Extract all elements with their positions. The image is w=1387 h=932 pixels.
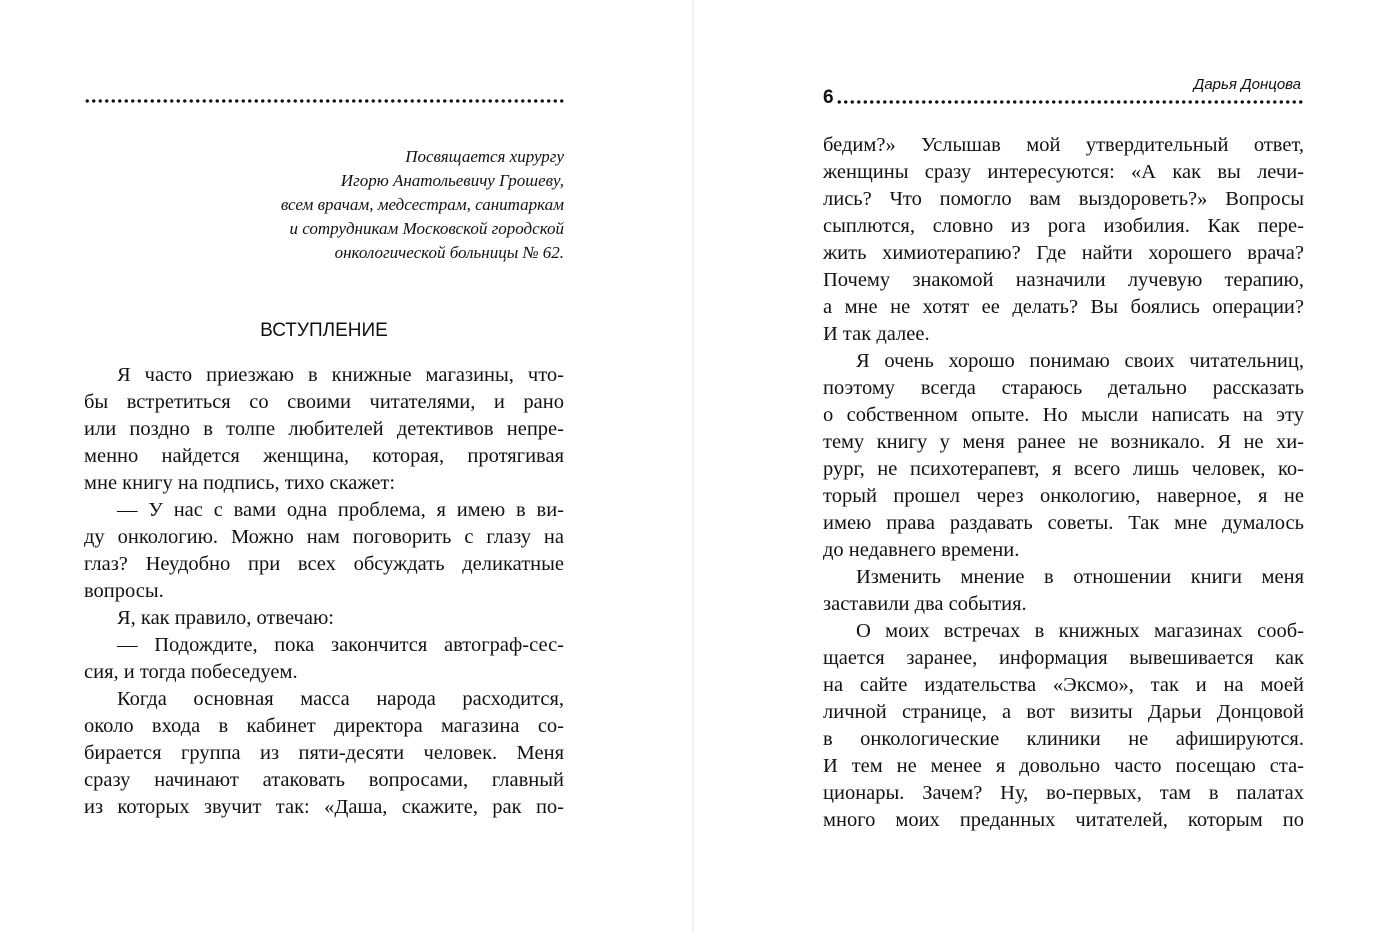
dedication-line: Посвящается хирургу <box>405 147 564 166</box>
text-line: мне книгу на подпись, тихо скажет: <box>84 472 396 494</box>
text-line: рург, не психотерапевт, я всего лишь человек, ко- <box>823 458 1304 480</box>
text-line: сразу начинают атаковать вопросами, главный <box>84 769 564 791</box>
text-line: И тем не менее я довольно часто посещаю ста- <box>823 755 1304 777</box>
dedication-line: всем врачам, медсестрам, санитаркам <box>280 195 564 214</box>
text-line: тему книгу у меня ранее не возникало. Я не хи- <box>823 431 1304 453</box>
text-line: Я очень хорошо понимаю своих читательниц, <box>856 350 1304 372</box>
text-line: менно найдется женщина, которая, протягивая <box>84 445 564 467</box>
text-line: в онкологические клиники не афишируются. <box>823 728 1304 750</box>
dedication-line: онкологической больницы № 62. <box>334 243 564 262</box>
running-head-author: Дарья Донцова <box>1193 76 1301 93</box>
text-line: жить химиотерапию? Где найти хорошего врача? <box>823 242 1304 264</box>
text-line: ционары. Зачем? Ну, во-первых, там в палатах <box>823 782 1304 804</box>
text-line: щается заранее, информация вывешивается как <box>823 647 1304 669</box>
text-line: на сайте издательства «Эксмо», так и на моей <box>823 674 1304 696</box>
text-line: Я, как правило, отвечаю: <box>117 607 334 629</box>
text-line: И так далее. <box>823 323 930 345</box>
text-line: много моих преданных читателей, которым по <box>823 809 1304 831</box>
header-dotted-rule <box>836 99 1304 105</box>
text-line: Когда основная масса народа расходится, <box>117 688 564 710</box>
text-line: а мне не хотят ее делать? Вы боялись операции? <box>823 296 1304 318</box>
left-page <box>0 0 692 932</box>
text-line: до недавнего времени. <box>823 539 1020 561</box>
text-line: бедим?» Услышав мой утвердительный ответ, <box>823 134 1304 156</box>
text-line: имею права раздавать советы. Так мне думалось <box>823 512 1304 534</box>
text-line: лись? Что помогло вам выздороветь?» Вопросы <box>823 188 1304 210</box>
left-body-text <box>84 362 564 821</box>
text-line: Я часто приезжаю в книжные магазины, что- <box>117 364 564 386</box>
text-line: поэтому всегда стараюсь детально рассказать <box>823 377 1304 399</box>
text-line: о собственном опыте. Но мысли написать на эту <box>823 404 1304 426</box>
text-line: из которых звучит так: «Даша, скажите, рак по- <box>84 796 564 818</box>
text-line: торый прошел через онкологию, наверное, я не <box>823 485 1304 507</box>
text-line: ду онкологию. Можно нам поговорить с глазу на <box>84 526 564 548</box>
text-line: Изменить мнение в отношении книги меня <box>856 566 1304 588</box>
text-line: сия, и тогда побеседуем. <box>84 661 298 683</box>
dedication-line: и сотрудникам Московской городской <box>289 219 564 238</box>
page-number: 6 <box>823 87 834 108</box>
text-line: О моих встречах в книжных магазинах сооб- <box>856 620 1304 642</box>
dedication <box>180 145 564 265</box>
dedication-line: Игорю Анатольевичу Грошеву, <box>340 171 564 190</box>
text-line: Почему знакомой назначили лучевую терапию, <box>823 269 1304 291</box>
right-page <box>694 0 1387 932</box>
text-line: личной странице, а вот визиты Дарьи Донцовой <box>823 701 1304 723</box>
text-line: сыплются, словно из рога изобилия. Как пере- <box>823 215 1304 237</box>
text-line: около входа в кабинет директора магазина со- <box>84 715 564 737</box>
text-line: — У нас с вами одна проблема, я имею в ви- <box>117 499 564 521</box>
header-dotted-rule <box>84 98 564 104</box>
text-line: бирается группа из пяти-десяти человек. Меня <box>84 742 564 764</box>
right-body-text <box>823 132 1304 834</box>
text-line: заставили два события. <box>823 593 1027 615</box>
text-line: или поздно в толпе любителей детективов непре- <box>84 418 564 440</box>
text-line: бы встретиться со своими читателями, и рано <box>84 391 564 413</box>
text-line: женщины сразу интересуются: «А как вы лечи- <box>823 161 1304 183</box>
text-line: — Подождите, пока закончится автограф-сес- <box>117 634 564 656</box>
chapter-heading: ВСТУПЛЕНИЕ <box>260 320 388 341</box>
text-line: глаз? Неудобно при всех обсуждать деликатные <box>84 553 564 575</box>
text-line: вопросы. <box>84 580 164 602</box>
